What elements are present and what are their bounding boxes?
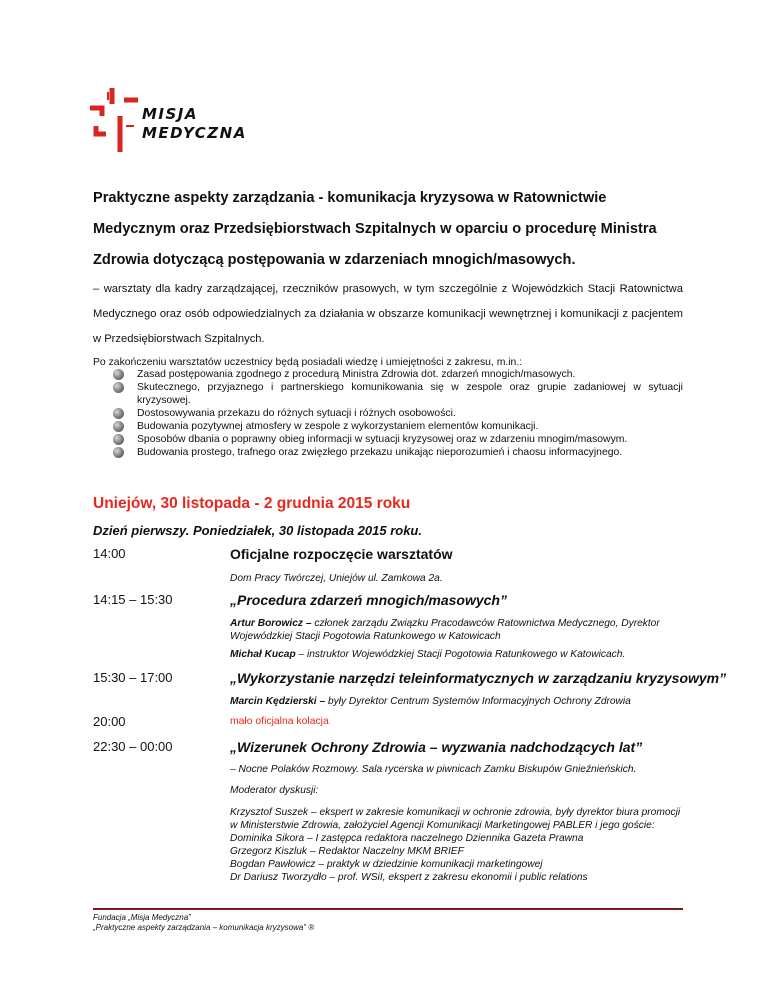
- panel-member: Dominika Sikora – I zastępca redaktora naczelnego Dziennika Gazeta Prawna: [230, 833, 584, 844]
- speaker-entry: [230, 695, 690, 708]
- panel-member: Bogdan Pawłowicz – praktyk w dziedzinie komunikacji marketingowej: [230, 859, 543, 870]
- speaker-name: Artur Borowicz –: [230, 618, 312, 629]
- speaker-name: Marcin Kędzierski –: [230, 696, 326, 707]
- bullet-icon: [113, 421, 124, 432]
- list-item: Skutecznego, przyjaznego i partnerskiego komunikowania się w zespole oraz grupie zadaniowej w sytuacji kryzysowej.: [113, 381, 683, 407]
- agenda-title: Oficjalne rozpoczęcie warsztatów: [230, 546, 453, 562]
- speaker-desc: członek zarządu Związku Pracodawców Ratownictwa Medycznego, Dyrektor Wojewódzkiej Stacji Pogotowia Ratunkowego w Katowicach: [230, 618, 660, 642]
- day-heading: Dzień pierwszy. Poniedziałek, 30 listopada 2015 roku.: [93, 523, 422, 538]
- bullet-icon: [113, 447, 124, 458]
- list-item: Budowania pozytywnej atmosfery w zespole z wykorzystaniem elementów komunikacji.: [113, 420, 683, 433]
- title-line: Medycznym oraz Przedsiębiorstwach Szpitalnych w oparciu o procedurę Ministra: [93, 221, 657, 237]
- title-line: Zdrowia dotyczącą postępowania w zdarzeniach mnogich/masowych.: [93, 252, 576, 268]
- title-line: Praktyczne aspekty zarządzania - komunikacja kryzysowa w Ratownictwie: [93, 190, 607, 206]
- session-note: – Nocne Polaków Rozmowy. Sala rycerska w piwnicach Zamku Biskupów Gnieźnieńskich.: [230, 764, 637, 775]
- bullet-icon: [113, 369, 124, 380]
- agenda-time: 14:15 – 15:30: [93, 592, 173, 607]
- speaker-name: Michał Kucap: [230, 649, 296, 660]
- location-date: Uniejów, 30 listopada - 2 grudnia 2015 roku: [93, 495, 411, 512]
- agenda-place: Dom Pracy Twórczej, Uniejów ul. Zamkowa 2a.: [230, 573, 443, 584]
- agenda-time: 22:30 – 00:00: [93, 739, 173, 754]
- cross-logo-icon: [88, 86, 140, 156]
- footer-divider: [93, 908, 683, 910]
- panel-member: Krzysztof Suszek – ekspert w zakresie komunikacji w ochronie zdrowia, były dyrektor biura promocji w Ministerstwie Zdrowia, założyciel Agencji Komunikacji Marketingowej PABLER i jego goście:: [230, 807, 681, 831]
- panel-member: Dr Dariusz Tworzydło – prof. WSiI, ekspert z zakresu ekonomii i public relations: [230, 872, 588, 883]
- list-item: Zasad postępowania zgodnego z procedurą Ministra Zdrowia dot. zdarzeń mnogich/masowych.: [113, 368, 683, 381]
- misja-medyczna-logo: [88, 86, 268, 156]
- agenda-time: 14:00: [93, 546, 126, 561]
- logo-text-line2: MEDYCZNA: [142, 124, 247, 142]
- agenda-title: „Wizerunek Ochrony Zdrowia – wyzwania nadchodzących lat”: [230, 739, 643, 755]
- document-title: [93, 183, 683, 276]
- speaker-entry: [230, 617, 690, 643]
- agenda-title: mało oficjalna kolacja: [230, 716, 329, 727]
- bullet-icon: [113, 382, 124, 393]
- moderator-label: Moderator dyskusji:: [230, 785, 319, 796]
- outcomes-list: [113, 368, 683, 459]
- bullet-icon: [113, 434, 124, 445]
- footer-line-2: „Praktyczne aspekty zarządzania – komunikacja kryzysowa” ®: [93, 923, 315, 932]
- speaker-entry: [230, 648, 690, 661]
- intro-paragraph: – warsztaty dla kadry zarządzającej, rzeczników prasowych, w tym szczególnie z Wojewódzkich Stacji Ratownictwa Medycznego oraz osób odpowiedzialnych za działania w obszarze komunikacji wewnętrznej i komunikacji z pacjentem w Przedsiębiorstwach Szpitalnych.: [93, 283, 683, 345]
- list-item: Dostosowywania przekazu do różnych sytuacji i różnych osobowości.: [113, 407, 683, 420]
- footer: [93, 913, 314, 933]
- outcomes-lead: Po zakończeniu warsztatów uczestnicy będą posiadali wiedzę i umiejętności z zakresu, m.in.:: [93, 357, 523, 368]
- logo-text-line1: MISJA: [142, 105, 199, 123]
- agenda-title: „Wykorzystanie narzędzi teleinformatycznych w zarządzaniu kryzysowym”: [230, 670, 727, 686]
- speaker-desc: – instruktor Wojewódzkiej Stacji Pogotowia Ratunkowego w Katowicach.: [295, 649, 626, 660]
- bullet-icon: [113, 408, 124, 419]
- list-item: Budowania prostego, trafnego oraz zwięzłego przekazu unikając nieporozumień i chaosu informacyjnego.: [113, 446, 683, 459]
- panel-member: Grzegorz Kiszluk – Redaktor Naczelny MKM BRIEF: [230, 846, 464, 857]
- agenda-title: „Procedura zdarzeń mnogich/masowych”: [230, 592, 507, 608]
- agenda-time: 20:00: [93, 714, 126, 729]
- list-item: Sposobów dbania o poprawny obieg informacji w sytuacji kryzysowej oraz w zdarzeniu mnogim/masowym.: [113, 433, 683, 446]
- speaker-desc: były Dyrektor Centrum Systemów Informacyjnych Ochrony Zdrowia: [325, 696, 631, 707]
- footer-line-1: Fundacja „Misja Medyczna”: [93, 913, 191, 922]
- agenda-time: 15:30 – 17:00: [93, 670, 173, 685]
- panel-list: [230, 806, 690, 884]
